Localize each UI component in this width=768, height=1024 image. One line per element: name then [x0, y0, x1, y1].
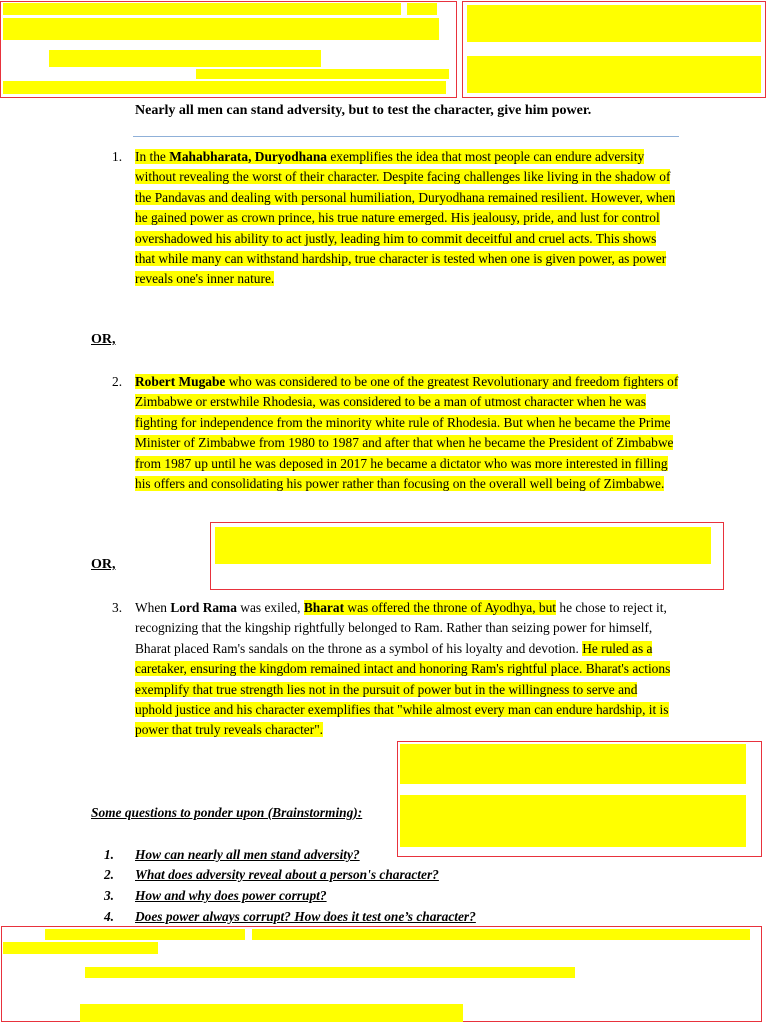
paragraph-duryodhana	[135, 147, 676, 290]
redaction-bar	[3, 942, 158, 954]
or-label: OR,	[91, 557, 116, 572]
redaction-bar	[400, 795, 746, 847]
redaction-bar	[252, 929, 750, 940]
redaction-bar	[407, 3, 437, 15]
quote-title: Nearly all men can stand adversity, but to test the character, give him power.	[135, 103, 592, 118]
question-item	[90, 845, 360, 865]
redaction-bar	[400, 744, 746, 784]
redaction-bar	[196, 69, 449, 79]
question-item	[90, 886, 327, 906]
text: exemplifies the idea that most people can endure adversity without revealing the worst of their character. Despite facing challenges like living in the shadow of the Pandavas and dealing with personal humiliation, Duryodhana remained resilient. However, when he gained power as crown prince, his true nature emerged. His jealousy, pride, and lust for control overshadowed his ability to act justly, leading him to commit deceitful and cruel acts. This shows that while many can withstand hardship, true character is tested when one is given power, as power reveals one's inner nature.	[135, 149, 676, 287]
question-number: 4.	[103, 909, 114, 924]
redaction-bar	[215, 527, 711, 564]
highlight: He ruled as a caretaker, ensuring the kingdom remained intact and honoring Ram's rightful place. Bharat's actions exemplify that true strength lies not in the pursuit of power but in the willingness to serve and uphold justice and his character exemplifies that "while almost every man can endure hardship, it is power that truly reveals character".	[135, 640, 671, 738]
bold-term: Mahabharata, Duryodhana	[169, 149, 327, 164]
question-text: How can nearly all men stand adversity?	[135, 847, 360, 862]
list-number: 2.	[112, 374, 123, 389]
list-number: 1.	[112, 149, 123, 164]
redaction-bar	[80, 1004, 463, 1022]
question-item	[90, 907, 476, 927]
questions-heading: Some questions to ponder upon (Brainstorming):	[91, 805, 363, 820]
question-item	[90, 865, 439, 885]
redaction-bar	[85, 967, 575, 978]
text: who was considered to be one of the greatest Revolutionary and freedom fighters of Zimbabwe or erstwhile Rhodesia, was considered to be a man of utmost character when he was fighting for independence from the minority white rule of Rhodesia. But when he became the Prime Minister of Zimbabwe from 1980 to 1987 and after that when he became the President of Zimbabwe from 1987 up until he was deposed in 2017 he became a dictator who was more interested in filling his offers and consolidating his power rather than focusing on the overall well being of Zimbabwe.	[135, 374, 679, 492]
text: When	[135, 600, 171, 615]
redaction-bar	[467, 56, 761, 93]
divider	[133, 136, 679, 137]
question-number: 3.	[103, 888, 114, 903]
question-number: 1.	[103, 847, 114, 862]
or-label: OR,	[91, 332, 116, 347]
highlight	[135, 149, 675, 286]
redaction-bar	[3, 18, 439, 40]
redaction-bar	[3, 81, 446, 94]
question-text: What does adversity reveal about a person's character?	[135, 867, 439, 882]
text: was exiled,	[236, 600, 304, 615]
question-number: 2.	[103, 867, 114, 882]
bold-term: Lord Rama	[170, 600, 237, 615]
question-text: How and why does power corrupt?	[135, 888, 327, 903]
question-text: Does power always corrupt? How does it test one’s character?	[135, 909, 476, 924]
bold-term: Robert Mugabe	[135, 374, 226, 389]
highlight	[304, 600, 556, 615]
bold-term: Bharat	[303, 600, 345, 615]
text: In the	[135, 149, 170, 164]
redaction-bar	[3, 3, 401, 15]
list-number: 3.	[112, 600, 123, 615]
text: he chose to reject it, recognizing that the kingship rightfully belonged to Ram. Rather than seizing power for himself, Bharat placed Ram's sandals on the throne as a symbol of his loyalty and devotion.	[135, 600, 667, 656]
paragraph-bharat	[135, 598, 676, 741]
highlight	[135, 374, 678, 491]
redaction-bar	[45, 929, 245, 940]
paragraph-mugabe	[135, 372, 682, 494]
redaction-bar	[49, 50, 321, 67]
text: was offered the throne of Ayodhya, but	[344, 600, 557, 615]
redaction-bar	[467, 5, 761, 42]
